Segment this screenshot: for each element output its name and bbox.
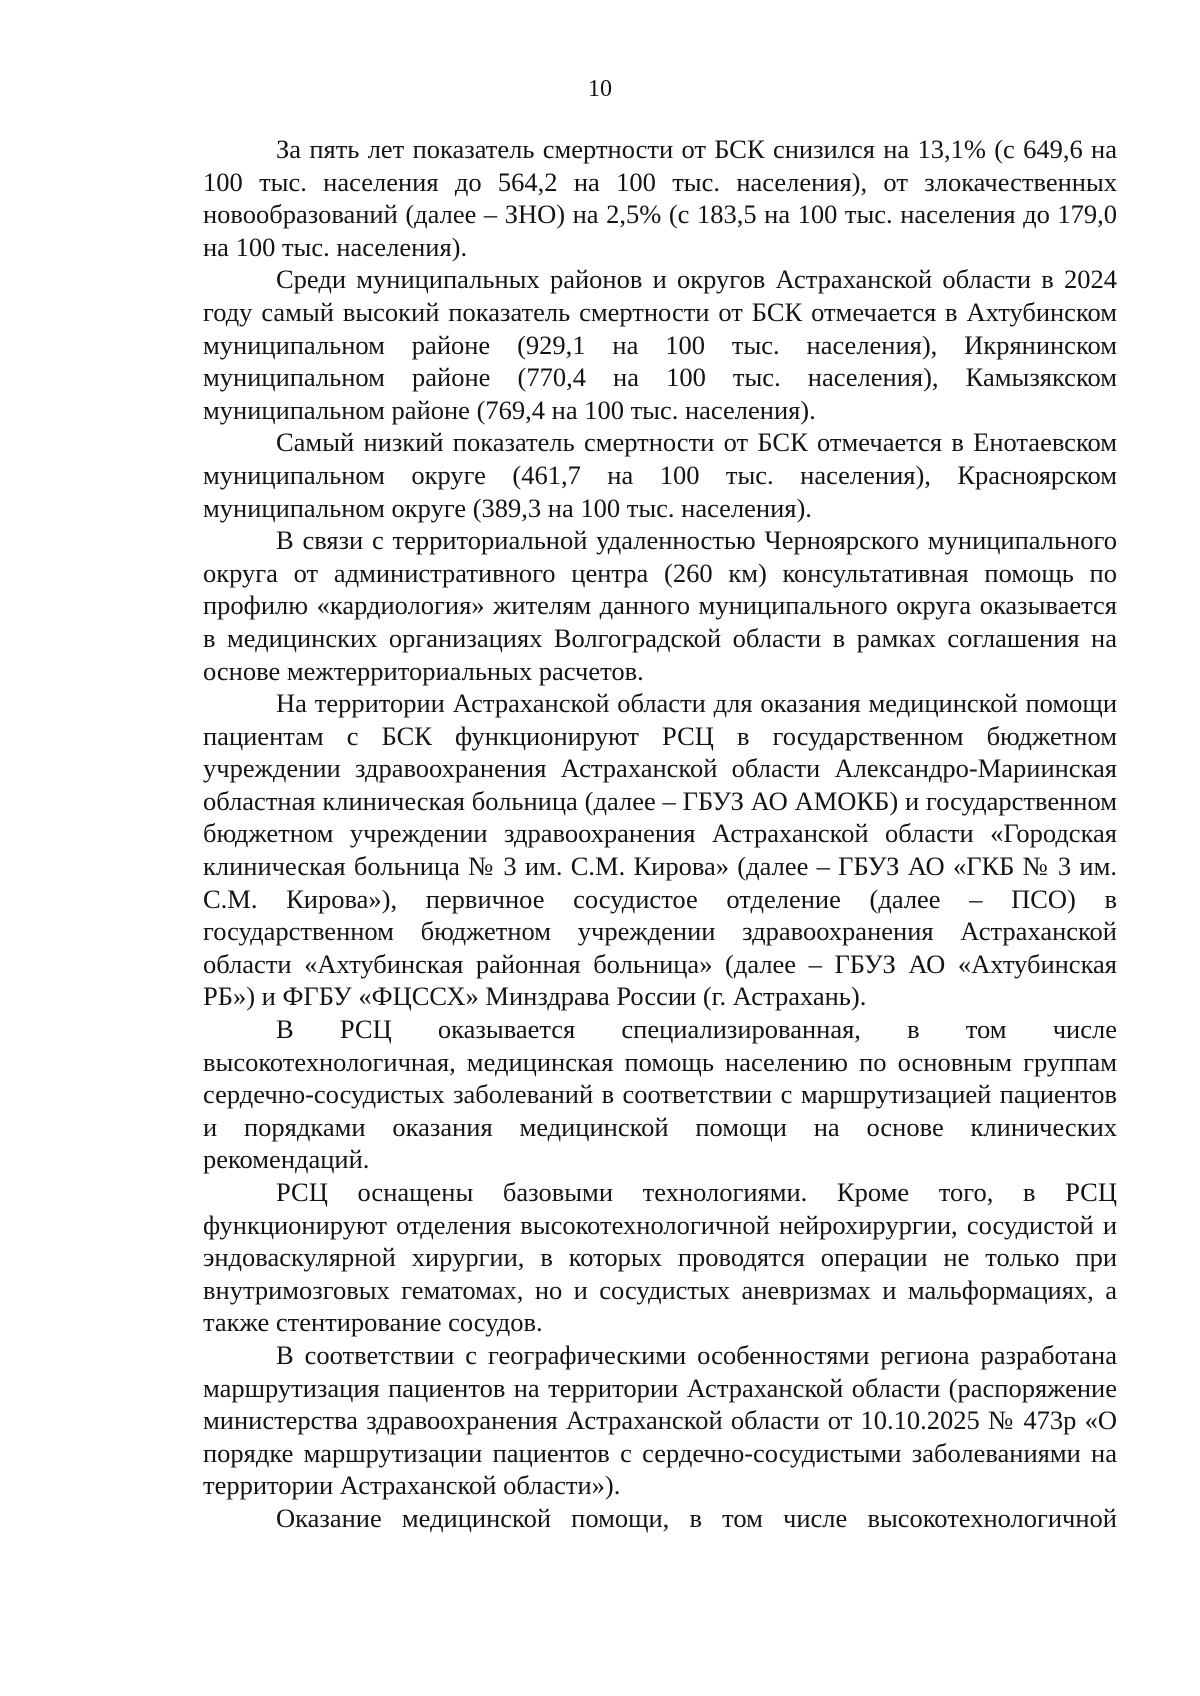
page-number: 10	[588, 76, 612, 102]
paragraph-continued: Оказание медицинской помощи, в том числе высокотехнологичной	[276, 1502, 1117, 1533]
paragraph-mortality-trend: За пять лет показатель смертности от БСК снизился на 13,1% (с 649,6 на 100 тыс. населения до 564,2 на 100 тыс. населения), от злокачественных новообразований (далее – ЗНО) на 2,5% (с 183,5 на 100 тыс. населения до 179,0 на 100 тыс. населения).	[203, 134, 1117, 262]
paragraph-vascular-centers: На территории Астраханской области для оказания медицинской помощи пациентам с БСК функционируют РСЦ в государственном бюджетном учреждении здравоохранения Астраханской области Александро-Мариинская областная клиническая больница (далее – ГБУЗ АО АМОКБ) и государственном бюджетном учреждении здравоохранения Астраханской области «Городская клиническая больница № 3 им. С.М. Кирова» (далее – ГБУЗ АО «ГКБ № 3 им. С.М. Кирова»), первичное сосудистое отделение (далее – ПСО) в государственном бюджетном учреждении здравоохранения Астраханской области «Ахтубинская районная больница» (далее – ГБУЗ АО «Ахтубинская РБ») и ФГБУ «ФЦССХ» Минздрава России (г. Астрахань).	[203, 688, 1117, 1012]
paragraph-lowest-mortality: Самый низкий показатель смертности от БСК отмечается в Енотаевском муниципальном округе (461,7 на 100 тыс. населения), Красноярском муниципальном округе (389,3 на 100 тыс. населения).	[203, 427, 1117, 523]
paragraph-rsc-technologies: РСЦ оснащены базовыми технологиями. Кроме того, в РСЦ функционируют отделения высокотехнологичной нейрохирургии, сосудистой и эндоваскулярной хирургии, в которых проводятся операции не только при внутримозговых гематомах, но и сосудистых аневризмах и мальформациях, а также стентирование сосудов.	[203, 1177, 1117, 1338]
paragraph-routing: В соответствии с географическими особенностями региона разработана маршрутизация пациентов на территории Астраханской области (распоряжение министерства здравоохранения Астраханской области от 10.10.2025 № 473р «О порядке маршрутизации пациентов с сердечно-сосудистыми заболеваниями на территории Астраханской области»).	[203, 1339, 1117, 1501]
document-body	[203, 133, 1117, 1535]
paragraph-chernoyarsky-district: В связи с территориальной удаленностью Черноярского муниципального округа от административного центра (260 км) консультативная помощь по профилю «кардиология» жителям данного муниципального округа оказывается в медицинских организациях Волгоградской области в рамках соглашения на основе межтерриториальных расчетов.	[203, 525, 1117, 686]
paragraph-rsc-care: В РСЦ оказывается специализированная, в том числе высокотехнологичная, медицинская помощь населению по основным группам сердечно-сосудистых заболеваний в соответствии с маршрутизацией пациентов и порядками оказания медицинской помощи на основе клинических рекомендаций.	[203, 1014, 1117, 1175]
paragraph-highest-mortality: Среди муниципальных районов и округов Астраханской области в 2024 году самый высокий показатель смертности от БСК отмечается в Ахтубинском муниципальном районе (929,1 на 100 тыс. населения), Икрянинском муниципальном районе (770,4 на 100 тыс. населения), Камызякском муниципальном районе (769,4 на 100 тыс. населения).	[203, 264, 1117, 425]
